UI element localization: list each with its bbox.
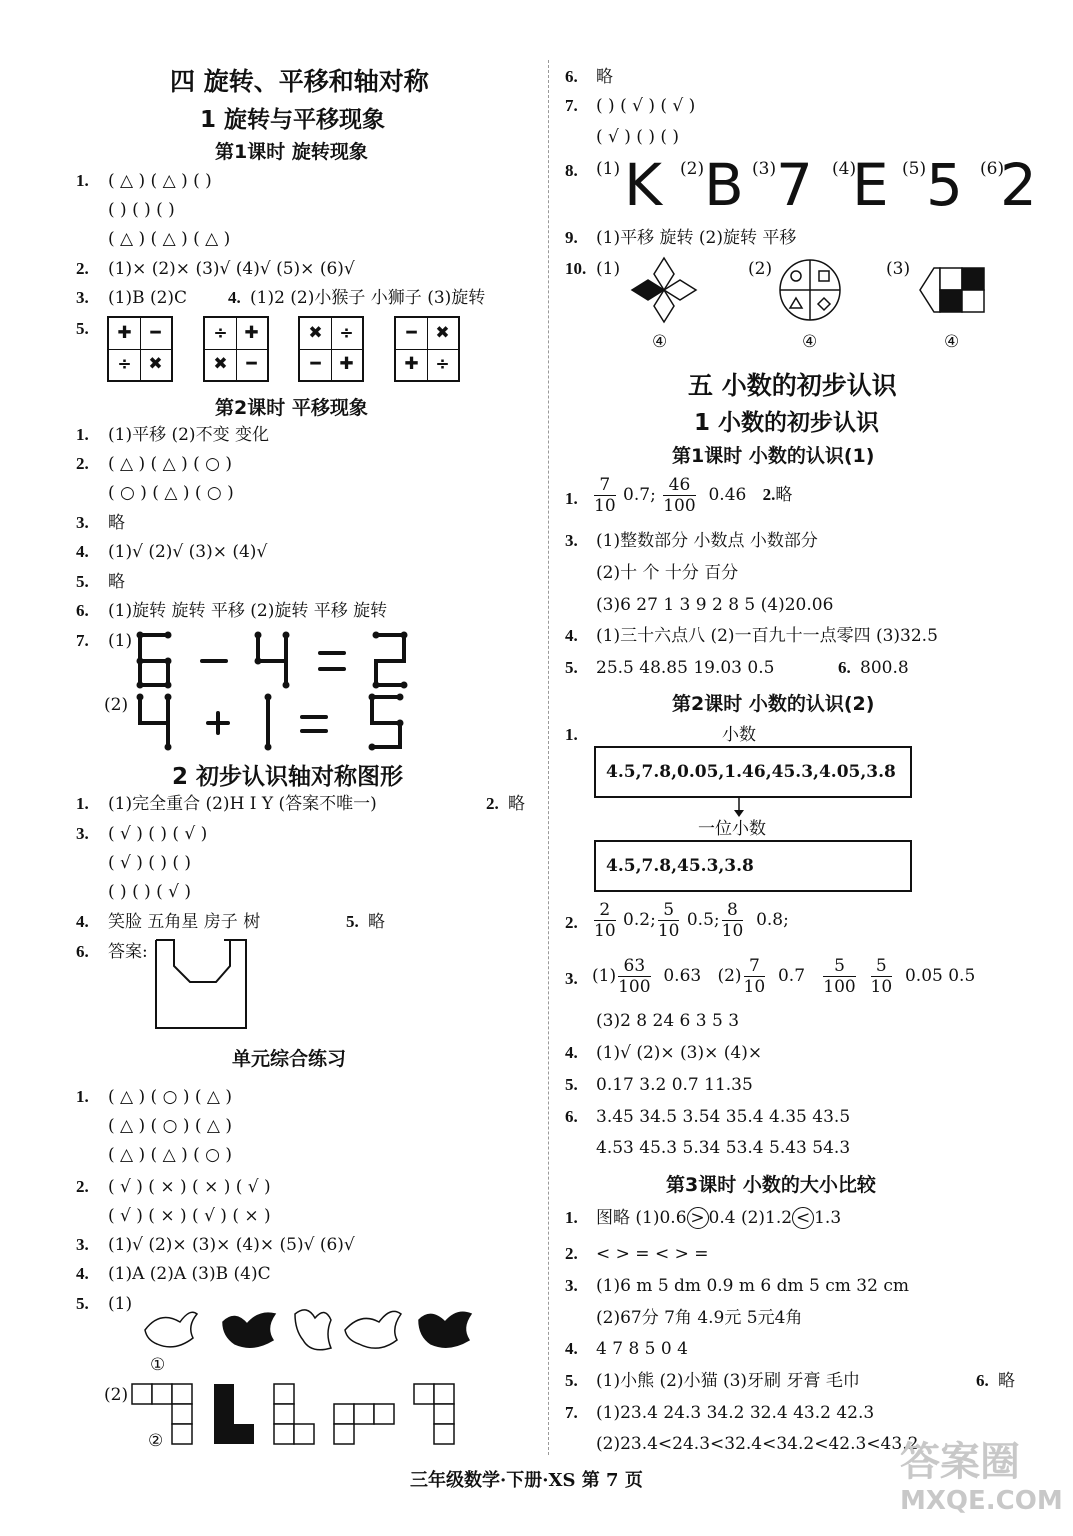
q-number: 6. [565,1107,578,1126]
q-number: 7. [565,96,578,115]
decimal-list: 4.5,7.8,45.3,3.8 [606,856,754,876]
answer-line: ( √ ) ( × ) ( × ) ( √ ) [108,1177,271,1197]
part-label: (3) [886,259,911,279]
answer-line: ( √ ) ( ) ( √ ) [108,824,208,844]
q-number: 8. [565,161,578,180]
fraction: $\frac{7}{10}$ [594,475,616,516]
part-label: (1) [596,159,621,179]
q-number: 9. [565,228,578,247]
rotation-figures [624,252,1024,332]
chapter-5-title: 五 小数的初步认识 [688,371,897,400]
q-number: 4. [565,626,578,645]
q-number: 2. [76,454,89,473]
column-divider [548,60,549,1455]
q-number: 6. [76,942,89,961]
answer-line: 略 [508,794,525,814]
q-number: 1. [565,1208,578,1227]
answer-line: 略 [368,912,385,932]
part-label: (2) [104,1385,129,1405]
bird-figures [135,1300,475,1360]
one-decimal-box [594,840,912,892]
part-label: (4) [832,159,857,179]
q-number: 6. [976,1371,989,1390]
q-number: 4. [76,1264,89,1283]
letter-figure: 5 [926,151,963,219]
unit-review-title: 单元综合练习 [232,1048,347,1070]
q-number: 4. [565,1339,578,1358]
mark-circled-2: ② [148,1431,164,1451]
decimal-set-box [594,746,912,798]
answer-line: (1)√ (2)× (3)× (4)× (5)√ (6)√ [108,1235,355,1255]
answer-line: (1)平移 旋转 (2)旋转 平移 [596,228,797,248]
lesson-1-title: 第1课时 旋转现象 [215,141,368,163]
q-number: 3. [76,513,89,532]
mark-circled-4: ④ [802,332,818,352]
part-label: (5) [902,159,927,179]
answer-line: ( ) ( √ ) ( √ ) [596,96,696,116]
mark-circled-4: ④ [652,332,668,352]
page-footer: 三年级数学·下册·XS 第 7 页 [410,1470,643,1491]
answer-line: $\frac{7}{10}$ 0.7; $\frac{46}{100}$ 0.46 2.略 [594,475,793,516]
answer-line: ( √ ) ( × ) ( √ ) ( × ) [108,1206,271,1226]
decimal-list: 4.5,7.8,0.05,1.46,45.3,4.05,3.8 [606,762,896,782]
q-number: 5. [76,1294,89,1313]
q-number: 3. [76,824,89,843]
answer-line: ( ) ( ) ( √ ) [108,882,192,902]
letter-figure: 2 [1000,151,1037,219]
letter-figure: K [624,151,663,219]
q-number: 4. [76,542,89,561]
arrow-down-icon [732,796,746,818]
answer-line: ( √ ) ( ) ( ) [596,127,680,147]
section-1-title: 1 小数的初步认识 [694,410,880,436]
answer-line: ( √ ) ( ) ( ) [108,853,192,873]
answer-line: (3)6 27 1 3 9 2 8 5 (4)20.06 [596,595,834,615]
answer-line: 4.53 45.3 5.34 53.4 5.43 54.3 [596,1138,851,1158]
q-number: 4. [76,912,89,931]
q-number: 2. [76,259,89,278]
mark-circled-4: ④ [944,332,960,352]
q-number: 5. [565,1075,578,1094]
q-number: 3. [76,288,89,307]
section-1-title: 1 旋转与平移现象 [200,107,386,133]
answer-line: (2)67分 7角 4.9元 5元4角 [596,1308,803,1328]
answer-line: ( △ ) ( ○ ) ( △ ) [108,1116,233,1136]
answer-line: (1)2 (2)小猴子 小狮子 (3)旋转 [250,288,486,308]
chapter-4-title: 四 旋转、平移和轴对称 [170,67,429,96]
q-number: 5. [565,658,578,677]
q-number: 2. [565,1244,578,1263]
q-number: 5. [346,912,359,931]
grid-shapes [128,1380,478,1450]
answer-line: (1)整数部分 小数点 小数部分 [596,531,818,551]
q-number: 3. [565,1276,578,1295]
answer-line: (1)完全重合 (2)H I Y (答案不唯一) [108,794,377,814]
box-label: 一位小数 [698,819,766,839]
part-label: (2) [104,695,129,715]
answer-line: $\frac{2}{10}$ 0.2; $\frac{5}{10}$ 0.5; $\frac{8}{10}$ 0.8; [594,900,789,941]
symmetry-figure [154,938,250,1032]
lesson-2-title: 第2课时 平移现象 [215,397,368,419]
part-label: (2) [748,259,773,279]
answer-line: (1) $\frac{63}{100}$ 0.63 (2) $\frac{7}{10}$ 0.7 $\frac{5}{100}$ $\frac{5}{10}$ 0.05 0.5 [592,956,976,997]
watermark-logo: 答案圈 [900,1439,1020,1485]
q-number: 3. [565,531,578,550]
answer-line: ( △ ) ( △ ) ( ) [108,171,212,191]
box-label: 小数 [722,725,756,745]
q-number: 6. [838,658,851,677]
lesson-3-title: 第3课时 小数的大小比较 [666,1174,876,1196]
section-2-title: 2 初步认识轴对称图形 [172,764,404,790]
answer-line: 800.8 [860,658,909,678]
q-number: 1. [76,1087,89,1106]
answer-line: (3)2 8 24 6 3 5 3 [596,1011,740,1031]
answer-line: (1)旋转 旋转 平移 (2)旋转 平移 旋转 [108,601,388,621]
q-number: 2. [565,913,578,932]
answer-line: 笑脸 五角星 房子 树 [108,912,261,932]
operator-grid: ━ ✖ ✚ ÷ [394,316,460,382]
q-number: 4. [565,1043,578,1062]
answer-line: ( △ ) ( △ ) ( ○ ) [108,1145,233,1165]
answer-line: ( ) ( ) ( ) [108,200,175,220]
answer-line: (1)B (2)C [108,288,188,308]
answer-line: 略 [998,1371,1015,1391]
q-number: 4. [228,288,241,307]
q-number: 5. [76,572,89,591]
part-label: (2) [680,159,705,179]
q-number: 6. [76,601,89,620]
q-number: 1. [565,725,578,744]
answer-line: ( △ ) ( △ ) ( ○ ) [108,454,233,474]
answer-line: 略 [596,67,613,87]
answer-line: (1)6 m 5 dm 0.9 m 6 dm 5 cm 32 cm [596,1276,909,1296]
q-number: 3. [565,969,578,988]
letter-figure: E [852,151,889,219]
answer-line: 略 [108,572,125,592]
answer-line: 略 [108,513,125,533]
answer-line: (1)× (2)× (3)√ (4)√ (5)× (6)√ [108,259,355,279]
answer-line: (1)三十六点八 (2)一百九十一点零四 (3)32.5 [596,626,938,646]
answer-line: (1)√ (2)√ (3)× (4)√ [108,542,268,562]
letter-figure: B [704,151,744,219]
mark-circled-1: ① [150,1355,166,1375]
answer-line: (2)十 个 十分 百分 [596,563,739,583]
answer-line: ( ○ ) ( △ ) ( ○ ) [108,483,234,503]
q-number: 6. [565,67,578,86]
answer-line: (2)23.4<24.3<32.4<34.2<42.3<43.2 [596,1434,919,1454]
answer-line: < > = < > = [596,1244,709,1264]
answer-line: 4 7 8 5 0 4 [596,1339,688,1359]
answer-line: 图略 (1)0.6 > 0.4 (2)1.2 < 1.3 [596,1208,842,1228]
answer-line: 3.45 34.5 3.54 35.4 4.35 43.5 [596,1107,851,1127]
q-number: 7. [565,1403,578,1422]
part-label: (3) [752,159,777,179]
q-number: 1. [565,489,578,508]
q-number: 1. [76,171,89,190]
letter-figure: 7 [776,151,813,219]
watermark-url: MXQE.COM [900,1486,1063,1516]
answer-line: (1)A (2)A (3)B (4)C [108,1264,271,1284]
q-number: 5. [565,1371,578,1390]
q-number: 3. [76,1235,89,1254]
part-label: (6) [980,159,1005,179]
lesson-1-title: 第1课时 小数的认识(1) [672,445,875,467]
operator-grid: ✖ ÷ ━ ✚ [298,316,364,382]
answer-line: ( △ ) ( ○ ) ( △ ) [108,1087,233,1107]
q-number: 7. [76,631,89,650]
q-number: 1. [76,425,89,444]
answer-line: 答案: [108,942,148,962]
matchstick-equations [130,625,420,755]
answer-line: (1)平移 (2)不变 变化 [108,425,269,445]
q-number: 5. [76,319,89,338]
answer-line: 25.5 48.85 19.03 0.5 [596,658,775,678]
q-number: 10. [565,259,587,278]
part-label: (1) [108,1294,133,1314]
q-number: 2. [486,794,499,813]
operator-grid: ÷ ✚ ✖ ━ [203,316,269,382]
operator-grid: ✚ ━ ÷ ✖ [107,316,173,382]
part-label: (1) [108,631,133,651]
fraction: $\frac{46}{100}$ [663,475,696,516]
answer-line: (1)23.4 24.3 34.2 32.4 43.2 42.3 [596,1403,875,1423]
part-label: (1) [596,259,621,279]
q-number: 1. [76,794,89,813]
answer-line: 0.17 3.2 0.7 11.35 [596,1075,753,1095]
q-number: 2. [76,1177,89,1196]
answer-line: ( △ ) ( △ ) ( △ ) [108,229,231,249]
answer-line: (1)小熊 (2)小猫 (3)牙刷 牙膏 毛巾 [596,1371,860,1391]
answer-line: (1)√ (2)× (3)× (4)× [596,1043,763,1063]
lesson-2-title: 第2课时 小数的认识(2) [672,693,875,715]
